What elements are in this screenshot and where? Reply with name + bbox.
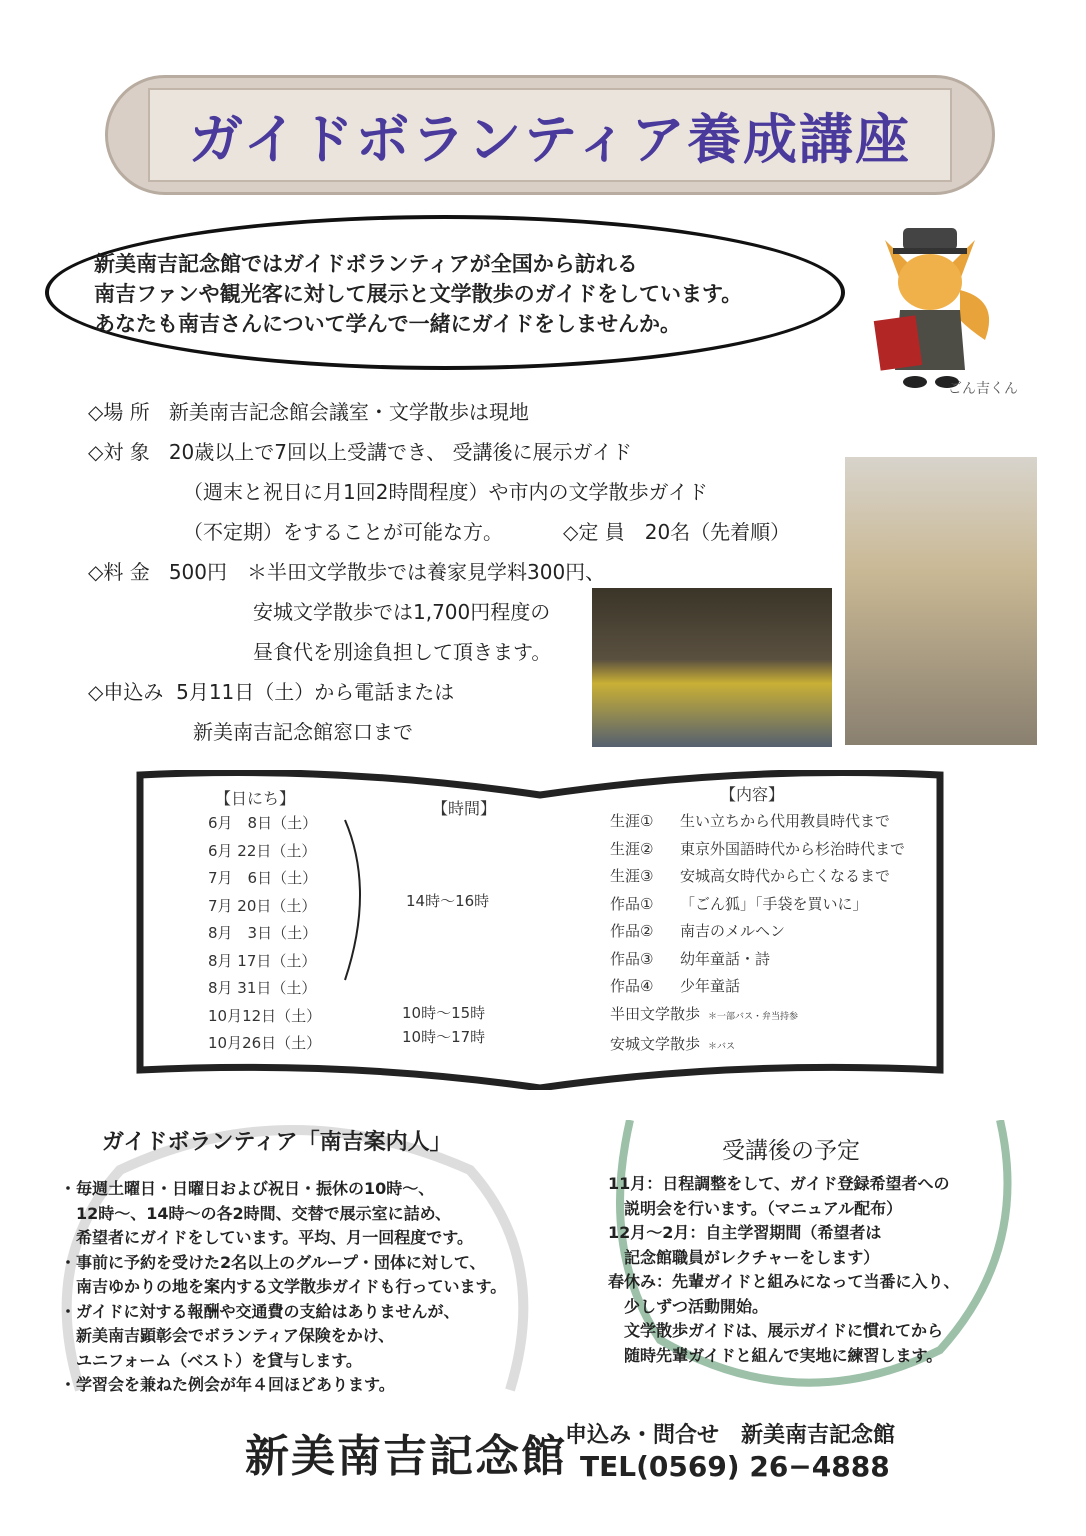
after-line: 文学散歩ガイドは、展示ガイドに慣れてから	[608, 1321, 944, 1340]
content-text: 東京外国語時代から杉治時代まで	[680, 839, 906, 858]
intro-line: あなたも南吉さんについて学んで一緒にガイドをしませんか。	[94, 312, 681, 336]
capacity: ◇定 員 20名（先着順）	[563, 520, 791, 544]
target-label: ◇対 象	[88, 440, 150, 464]
after-line: 少しずつ活動開始。	[608, 1296, 769, 1316]
dates-header: 【日にち】	[215, 789, 296, 808]
time-value: 10時～15時	[402, 1004, 486, 1022]
fee-line: 安城文学散歩では1,700円程度の	[253, 600, 551, 624]
date-item: 7月 20日（土）	[208, 896, 317, 915]
content-tag: 作品③	[610, 949, 654, 968]
fox-mascot-icon	[865, 220, 995, 390]
after-line: 11月：日程調整をして、ガイド登録希望者への	[608, 1174, 950, 1193]
time-value: 10時～17時	[402, 1028, 486, 1046]
date-item: 7月 6日（土）	[208, 869, 318, 887]
museum-logo: 新美南吉記念館	[245, 1431, 567, 1482]
intro-line: 新美南吉記念館ではガイドボランティアが全国から訪れる	[94, 252, 638, 276]
mascot-caption: ごん吉くん	[948, 381, 1018, 397]
content-item	[610, 918, 905, 946]
content-tag: 安城文学散歩	[610, 1035, 701, 1053]
content-text: ＊一部バス・弁当持参	[708, 1011, 799, 1022]
guide-line: 希望者にガイドをしています。平均、月一回程度です。	[60, 1228, 473, 1247]
after-line: 説明会を行います。（マニュアル配布）	[608, 1198, 903, 1218]
content-text: 「ごん狐」「手袋を買いに」	[680, 894, 868, 913]
guide-line: ・事前に予約を受けた2名以上のグループ・団体に対して、	[60, 1252, 486, 1272]
contents-list	[610, 808, 905, 1062]
guide-line: ・ガイドに対する報酬や交通費の支給はありませんが、	[60, 1301, 460, 1321]
guide-line: 南吉ゆかりの地を案内する文学散歩ガイドも行っています。	[60, 1277, 507, 1296]
fee-line: 500円 ＊半田文学散歩では養家見学料300円、	[168, 560, 606, 584]
content-text: ＊バス	[708, 1042, 736, 1052]
after-title: 受講後の予定	[722, 1138, 860, 1164]
guide-line: ユニフォーム（ベスト）を貸与します。	[60, 1350, 362, 1370]
date-item: 8月 3日（土）	[208, 924, 318, 942]
exhibit-photo	[845, 457, 1037, 745]
content-tag: 生涯①	[610, 812, 654, 830]
guide-line: 新美南吉顕彰会でボランティア保険をかけ、	[60, 1326, 395, 1345]
content-tag: 半田文学散歩	[610, 1004, 701, 1023]
phone-number: TEL(0569) 26−4888	[580, 1450, 890, 1483]
guide-title: ガイドボランティア「南吉案内人」	[102, 1130, 452, 1155]
target-line: （週末と祝日に月1回2時間程度）や市内の文学散歩ガイド	[183, 480, 708, 504]
apply-line: 新美南吉記念館窓口まで	[193, 720, 413, 744]
guide-line: ・学習会を兼ねた例会が年４回ほどあります。	[60, 1375, 395, 1394]
fee-label: ◇料 金	[88, 560, 150, 584]
after-line: 随時先輩ガイドと組んで実地に練習します。	[608, 1345, 943, 1365]
content-item	[610, 973, 905, 1001]
content-tag: 生涯③	[610, 867, 654, 885]
date-item: 8月 31日（土）	[208, 979, 317, 997]
content-item	[610, 863, 905, 891]
after-details	[608, 1172, 960, 1368]
date-item: 10月12日（土）	[208, 1006, 322, 1025]
title-banner	[105, 75, 995, 195]
apply-label: ◇申込み	[88, 680, 164, 704]
speech-bubble	[45, 215, 845, 370]
content-item	[610, 808, 905, 836]
guide-line: ・毎週土曜日・日曜日および祝日・振休の10時～、	[60, 1179, 435, 1198]
time-header: 【時間】	[432, 799, 497, 818]
target-line: 20歳以上で7回以上受講でき、 受講後に展示ガイド	[168, 440, 632, 464]
content-text: 少年童話	[680, 977, 741, 995]
content-item	[610, 946, 905, 974]
date-item: 6月 8日（土）	[208, 814, 318, 832]
date-item: 6月 22日（土）	[208, 841, 317, 860]
guide-line: 12時～、14時～の各2時間、交替で展示室に詰め、	[60, 1203, 452, 1223]
content-text: 安城高女時代から亡くなるまで	[680, 867, 891, 885]
after-line: 春休み：先輩ガイドと組みになって当番に入り、	[608, 1272, 960, 1291]
content-text: 生い立ちから代用教員時代まで	[680, 812, 891, 830]
fee-line: 昼食代を別途負担して頂きます。	[253, 640, 552, 664]
content-tag: 作品④	[610, 977, 654, 995]
date-item: 8月 17日（土）	[208, 951, 317, 970]
content-tag: 作品①	[610, 894, 654, 913]
contact-label: 申込み・問合せ 新美南吉記念館	[565, 1423, 896, 1448]
content-item	[610, 891, 905, 919]
walk-photo	[592, 588, 832, 747]
content-header: 【内容】	[720, 785, 785, 804]
content-item	[610, 836, 905, 864]
content-text: 幼年童話・詩	[680, 949, 771, 968]
after-line: 12月～2月：自主学習期間（希望者は	[608, 1223, 882, 1242]
time-value: 14時～16時	[406, 892, 490, 910]
target-line: （不定期）をすることが可能な方。	[183, 520, 503, 544]
apply-line: 5月11日（土）から電話または	[176, 680, 455, 704]
dates-list	[208, 810, 321, 1058]
content-tag: 生涯②	[610, 839, 654, 858]
place-value: 新美南吉記念館会議室・文学散歩は現地	[168, 400, 529, 424]
guide-details	[60, 1177, 506, 1398]
place-label: ◇場 所	[88, 400, 150, 424]
content-item	[610, 1031, 905, 1062]
content-item	[610, 1001, 905, 1032]
content-text: 南吉のメルヘン	[680, 922, 786, 940]
date-item: 10月26日（土）	[208, 1034, 322, 1052]
intro-line: 南吉ファンや観光客に対して展示と文学散歩のガイドをしています。	[94, 282, 743, 306]
page-title: ガイドボランティア養成講座	[188, 107, 912, 171]
content-tag: 作品②	[610, 922, 654, 940]
after-line: 記念館職員がレクチャーをします）	[608, 1247, 880, 1267]
